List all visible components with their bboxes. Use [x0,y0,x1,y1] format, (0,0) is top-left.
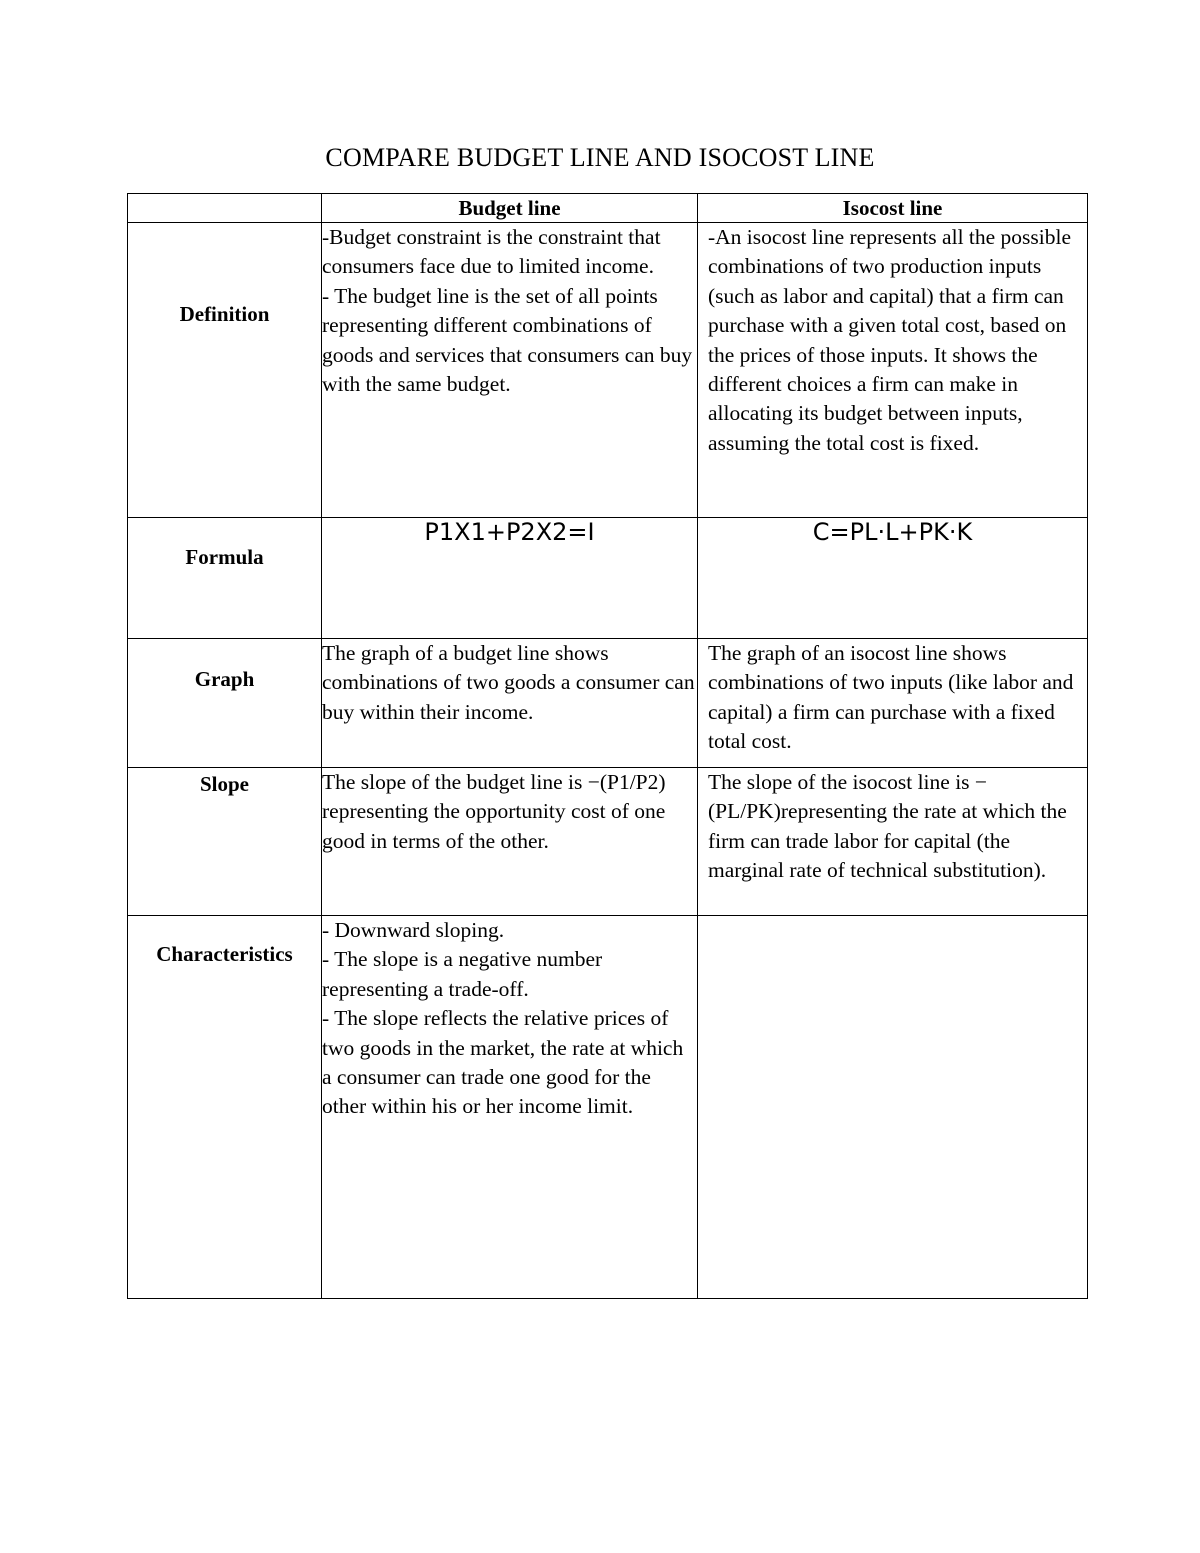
table-row-slope [128,768,1088,916]
row-label-characteristics-text: Characteristics [156,942,293,966]
isocost-definition-cell [698,223,1088,518]
row-label-formula-text: Formula [185,545,264,569]
budget-characteristics-item-1: - Downward sloping. [322,918,505,942]
header-budget-line: Budget line [322,194,698,223]
header-empty-cell [128,194,322,223]
row-label-characteristics [128,916,322,1299]
isocost-graph-cell [698,639,1088,768]
row-label-definition-text: Definition [179,302,270,326]
budget-slope-cell [322,768,698,916]
isocost-graph-text: The graph of an isocost line shows combinations of two inputs (like labor and capital) a firm can purchase with a fixed total cost. [708,641,1074,754]
row-label-formula [128,518,322,639]
table-row-definition [128,223,1088,518]
table-row-graph [128,639,1088,768]
row-label-graph-text: Graph [194,667,255,691]
budget-definition-cell [322,223,698,518]
isocost-formula-cell: C=PL·L+PK·K [698,518,1088,639]
isocost-characteristics-cell [698,916,1088,1299]
table-row-characteristics [128,916,1088,1299]
row-label-slope [128,768,322,916]
header-isocost-line: Isocost line [698,194,1088,223]
budget-definition-para-2: - The budget line is the set of all points representing different combinations of goods and services that consumers can buy with the same budget. [322,283,693,397]
budget-graph-text: The graph of a budget line shows combinations of two goods a consumer can buy within their income. [322,641,695,724]
budget-slope-text: The slope of the budget line is −(P1/P2) representing the opportunity cost of one good in terms of the other. [322,770,666,853]
budget-characteristics-item-3: - The slope reflects the relative prices of two goods in the market, the rate at which a consumer can trade one good for the other within his or her income limit. [322,1006,684,1119]
comparison-table [127,193,1088,1299]
table-row-formula [128,518,1088,639]
row-label-graph [128,639,322,768]
row-label-slope-text: Slope [199,772,249,796]
budget-definition-para-1: -Budget constraint is the constraint that consumers face due to limited income. [322,225,661,279]
budget-formula-cell: P1X1+P2X2=I [322,518,698,639]
budget-graph-cell [322,639,698,768]
isocost-slope-cell [698,768,1088,916]
budget-characteristics-cell [322,916,698,1299]
isocost-definition-para-1: -An isocost line represents all the possible combinations of two production inputs (such as labor and capital) that a firm can purchase with a given total cost, based on the prices of those inputs. It shows the different choices a firm can make in allocating its budget between inputs, assuming the total cost is fixed. [708,225,1072,455]
budget-characteristics-item-2: - The slope is a negative number representing a trade-off. [322,947,603,1001]
table-header-row [128,194,1088,223]
isocost-slope-text: The slope of the isocost line is −(PL/PK)representing the rate at which the firm can trade labor for capital (the marginal rate of technical substitution). [708,770,1067,883]
row-label-definition [128,223,322,518]
page-title: COMPARE BUDGET LINE AND ISOCOST LINE [325,143,875,172]
